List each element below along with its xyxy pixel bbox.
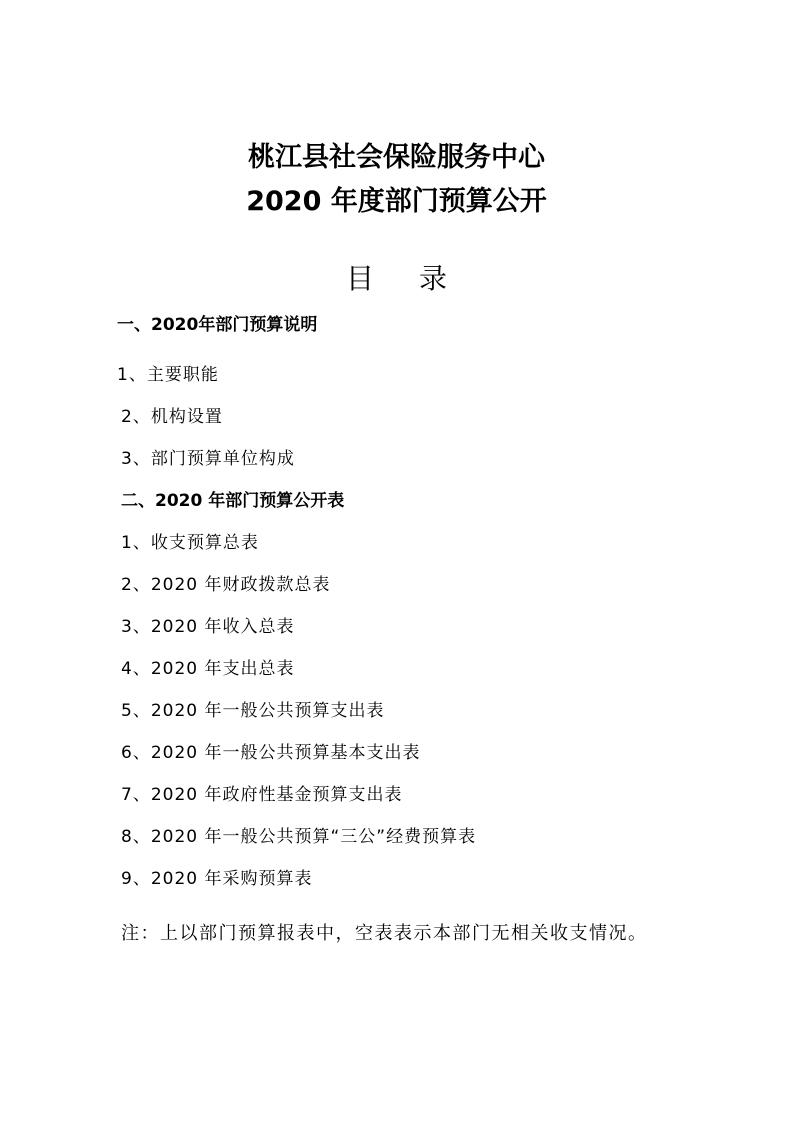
toc-item-table-2: 2、2020 年财政拨款总表 — [121, 575, 331, 595]
toc-item-table-1: 1、收支预算总表 — [121, 533, 259, 553]
toc-item-table-6: 6、2020 年一般公共预算基本支出表 — [121, 743, 421, 763]
toc-heading: 目 录 — [346, 262, 465, 295]
footnote: 注：上以部门预算报表中，空表表示本部门无相关收支情况。 — [121, 923, 648, 944]
section-heading-budget-notes: 一、2020年部门预算说明 — [117, 315, 318, 335]
document-title: 桃江县社会保险服务中心 — [248, 142, 545, 173]
toc-item-main-functions: 1、主要职能 — [117, 365, 219, 385]
section-heading-budget-tables: 二、2020 年部门预算公开表 — [121, 491, 345, 511]
document-subtitle: 2020 年度部门预算公开 — [246, 186, 547, 217]
toc-item-table-9: 9、2020 年采购预算表 — [121, 869, 313, 889]
toc-item-organization: 2、机构设置 — [121, 407, 223, 427]
toc-item-table-4: 4、2020 年支出总表 — [121, 659, 295, 679]
toc-item-table-7: 7、2020 年政府性基金预算支出表 — [121, 785, 403, 805]
toc-item-table-3: 3、2020 年收入总表 — [121, 617, 295, 637]
toc-item-budget-units: 3、部门预算单位构成 — [121, 449, 295, 469]
toc-item-table-5: 5、2020 年一般公共预算支出表 — [121, 701, 385, 721]
toc-item-table-8: 8、2020 年一般公共预算“三公”经费预算表 — [121, 827, 477, 847]
